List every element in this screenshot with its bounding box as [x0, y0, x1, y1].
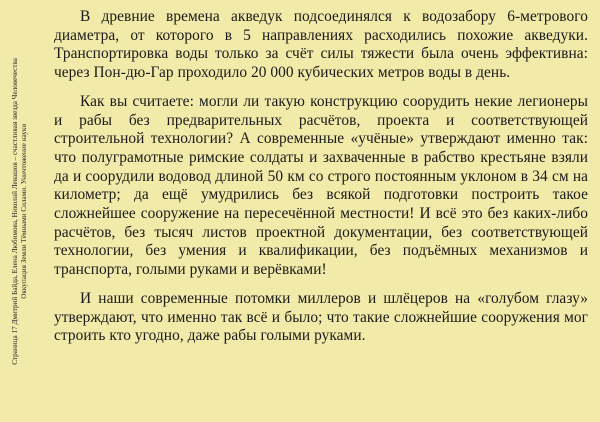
side-caption-line-2: Оккупация Земли Тёмными Силами. Уничтожение науки — [20, 123, 28, 299]
paragraph-1: В древние времена акведук подсоединялся к водозабору 6-метрового диаметра, от которого в 5 направлениях расходились похожие акведуки. Транспортировка воды только за счёт силы тяжести была очень эффективна: через Пон-дю-Гар проходило 20 000 кубических метров воды в день. — [54, 8, 588, 82]
side-caption — [0, 0, 40, 422]
main-text — [54, 8, 588, 356]
paragraph-3: И наши современные потомки миллеров и шлёцеров на «голубом глазу» утверждают, что именно так всё и было; что такие сложнейшие сооружения мог строить кто угодно, даже рабы голыми руками. — [54, 289, 588, 345]
side-caption-text — [11, 58, 29, 365]
side-caption-line-1: Страница 17 Дмитрий Байда, Елена Любимова, Николай Левашов – счастливая звезда Человечества — [11, 57, 19, 365]
paragraph-2: Как вы считаете: могли ли такую конструкцию соорудить некие легионеры и рабы без предварительных расчётов, проекта и соответствующей строительной технологии? А современные «учёные» утверждают именно так: что полуграмотные римские солдаты и захваченные в рабство крестьяне взяли да и соорудили водовод длиной 50 км со строго постоянным уклоном в 34 см на километр; да ещё умудрились без всякой подготовки построить такое сложнейшее сооружение на пересечённой местности! И всё это без каких-либо расчётов, без тысяч листов проектной документации, без соответствующей технологии, без умения и квалификации, без подъёмных механизмов и транспорта, голыми руками и верёвками! — [54, 92, 588, 279]
